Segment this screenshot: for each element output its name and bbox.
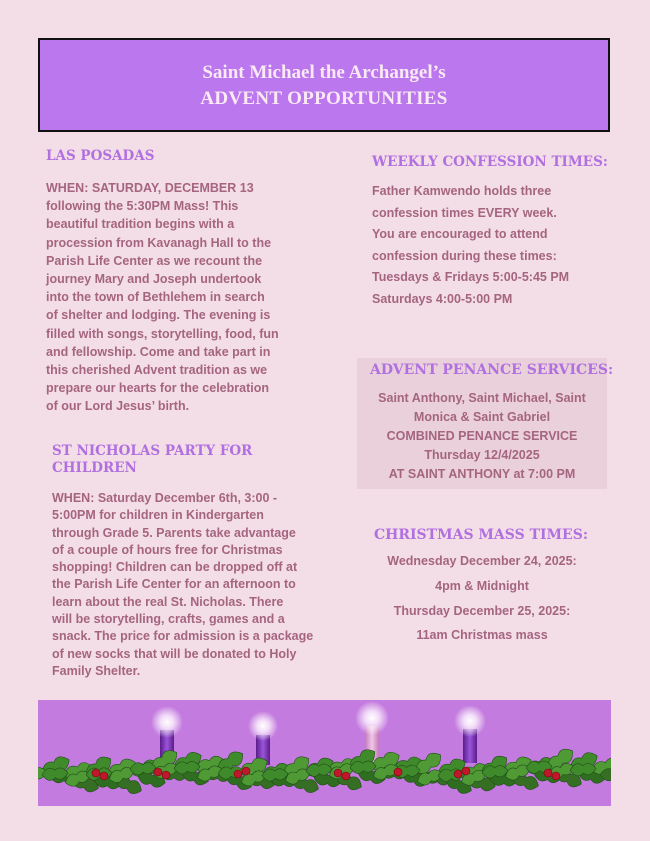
text-line: You are encouraged to attend (372, 227, 548, 242)
header-parish-name: Saint Michael the Archangel’s (202, 62, 446, 83)
text-line: Thursday 12/4/2025 (424, 448, 540, 462)
text-line: this cherished Advent tradition as we (46, 363, 268, 378)
page-header (38, 38, 610, 132)
st-nicholas-body (52, 490, 313, 680)
advent-candles-banner (38, 700, 611, 806)
holly-berry-icon (162, 771, 170, 779)
text-line: into the town of Bethlehem in search (46, 290, 265, 305)
confession-body (372, 181, 569, 311)
text-line: COMBINED PENANCE SERVICE (386, 429, 578, 443)
text-line: WHEN: SATURDAY, DECEMBER 13 (46, 181, 254, 195)
holly-berry-icon (454, 770, 462, 778)
text-line: 4pm & Midnight (435, 578, 529, 593)
text-line: Family Shelter. (52, 663, 141, 678)
text-line: Monica & Saint Gabriel (413, 410, 551, 424)
text-line: AT SAINT ANTHONY at 7:00 PM (388, 467, 576, 481)
text-line: Tuesdays & Fridays 5:00-5:45 PM (372, 270, 570, 285)
text-line: of our Lord Jesus’ birth. (46, 399, 190, 414)
advent-wreath-illustration (38, 700, 611, 806)
text-line: Saturdays 4:00-5:00 PM (372, 291, 513, 306)
text-line: snack. The price for admission is a package (52, 629, 314, 644)
st-nicholas-heading (52, 443, 252, 477)
holly-berry-icon (100, 772, 108, 780)
holly-berry-icon (342, 772, 350, 780)
text-line: 5:00PM for children in Kindergarten (52, 508, 264, 523)
holly-garland-icon (38, 745, 611, 797)
confession-heading: WEEKLY CONFESSION TIMES: (372, 154, 608, 170)
text-line: shopping! Children can be dropped off at (52, 560, 298, 575)
header-title: ADVENT OPPORTUNITIES (200, 88, 448, 109)
st-nicholas-heading-line1: ST NICHOLAS PARTY FOR (52, 443, 253, 459)
christmas-heading: CHRISTMAS MASS TIMES: (374, 527, 588, 543)
holly-berry-icon (92, 769, 100, 777)
text-line: beautiful tradition begins with a (46, 217, 235, 232)
text-line: confession during these times: (372, 248, 557, 263)
text-line: confession times EVERY week. (372, 205, 557, 220)
las-posadas-body (46, 179, 279, 416)
holly-berry-icon (552, 772, 560, 780)
text-line: learn about the real St. Nicholas. There (52, 594, 284, 609)
text-line: the Parish Life Center for an afternoon to (52, 577, 296, 592)
holly-berry-icon (234, 770, 242, 778)
text-line: of shelter and lodging. The evening is (46, 308, 271, 323)
text-line: and fellowship. Come and take part in (46, 344, 271, 359)
text-line: prepare our hearts for the celebration (46, 381, 269, 396)
holly-berry-icon (394, 768, 402, 776)
text-line: will be storytelling, crafts, games and a (52, 612, 285, 627)
text-line: Parish Life Center as we recount the (46, 253, 263, 268)
text-line: Thursday December 25, 2025: (393, 603, 571, 618)
holly-berry-icon (544, 769, 552, 777)
text-line: following the 5:30PM Mass! This (46, 199, 239, 214)
text-line: of a couple of hours free for Christmas (52, 542, 283, 557)
holly-berry-icon (154, 768, 162, 776)
text-line: 11am Christmas mass (416, 628, 548, 643)
text-line: Saint Anthony, Saint Michael, Saint (378, 391, 586, 405)
las-posadas-heading: LAS POSADAS (46, 148, 155, 164)
candle-icon (248, 711, 278, 765)
text-line: filled with songs, storytelling, food, fun (46, 326, 279, 341)
holly-berry-icon (334, 769, 342, 777)
text-line: journey Mary and Joseph undertook (46, 272, 262, 287)
text-line: WHEN: Saturday December 6th, 3:00 - (52, 491, 278, 505)
text-line: Wednesday December 24, 2025: (387, 554, 577, 568)
penance-body (357, 389, 607, 484)
text-line: of new socks that will be donated to Holy (52, 646, 297, 661)
holly-berry-icon (242, 767, 250, 775)
text-line: Father Kamwendo holds three (372, 184, 552, 198)
text-line: through Grade 5. Parents take advantage (52, 525, 296, 540)
st-nicholas-heading-line2: CHILDREN (52, 460, 137, 476)
candle-icon (454, 705, 486, 763)
penance-heading: ADVENT PENANCE SERVICES: (370, 362, 614, 378)
text-line: procession from Kavanagh Hall to the (46, 235, 272, 250)
holly-berry-icon (462, 767, 470, 775)
christmas-body (357, 549, 607, 648)
